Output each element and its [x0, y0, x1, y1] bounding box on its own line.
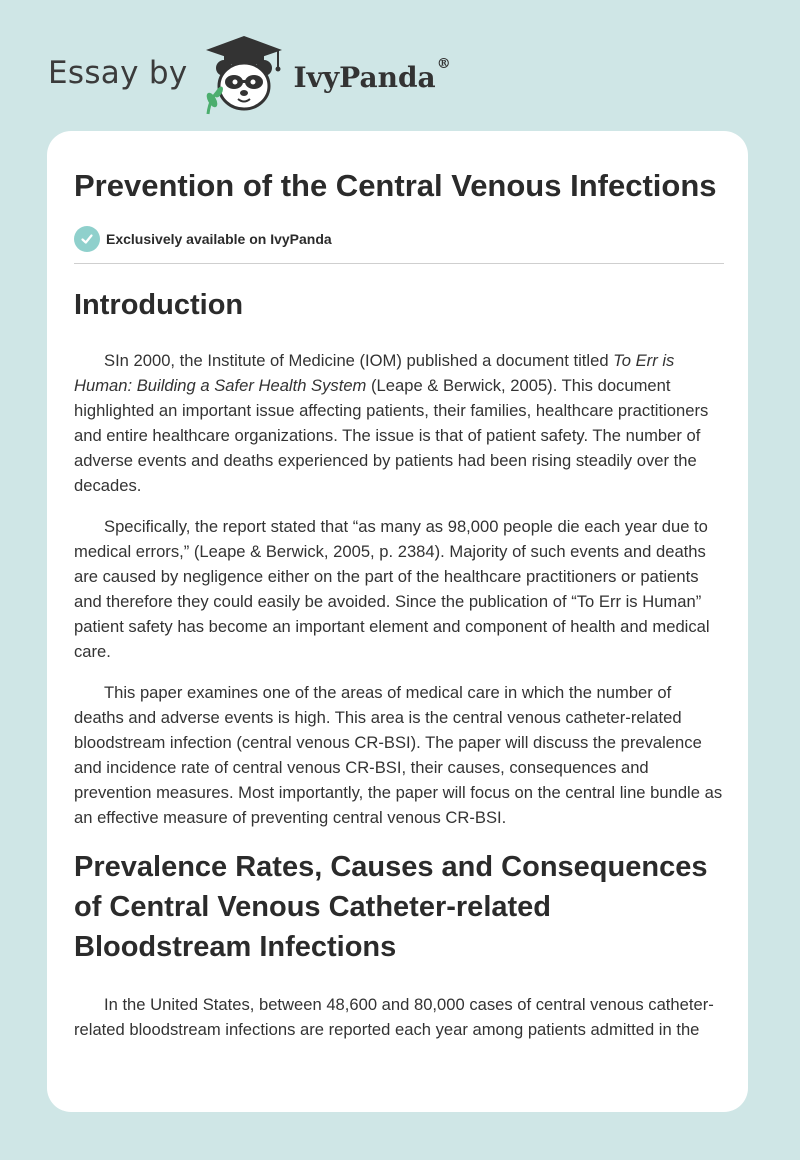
- essay-by-label: Essay by: [48, 55, 188, 91]
- book-title: To Err is Human: Building a Safer Health System: [74, 351, 675, 395]
- exclusive-label: Exclusively available on IvyPanda: [106, 231, 332, 247]
- essay-content: [74, 165, 724, 1042]
- registered-mark: ®: [436, 56, 451, 73]
- paragraph-text: SIn 2000, the Institute of Medicine (IOM) published a document titled: [104, 351, 614, 370]
- brand-name: [293, 56, 451, 94]
- paragraph: In the United States, between 48,600 and 80,000 cases of central venous catheter-related bloodstream infections are reported each year among patients admitted in the: [74, 995, 714, 1039]
- site-header: [48, 28, 451, 118]
- essay-title: Prevention of the Central Venous Infections: [74, 168, 717, 203]
- exclusive-badge: [74, 226, 724, 252]
- section-heading-introduction: Introduction: [74, 289, 244, 321]
- panda-logo-icon: [198, 30, 290, 116]
- section-heading-prevalence: Prevalence Rates, Causes and Consequences of Central Venous Catheter-related Bloodstream Infections: [74, 851, 708, 963]
- brand-label: IvyPanda: [293, 60, 436, 94]
- paragraph: This paper examines one of the areas of medical care in which the number of deaths and adverse events is high. This area is the central venous catheter-related bloodstream infection (central venous CR-BSI). The paper will discuss the prevalence and incidence rate of central venous CR-BSI, their causes, consequences and prevention measures. Most importantly, the paper will focus on the central line bundle as an effective measure of preventing central venous CR-BSI.: [74, 683, 723, 827]
- paragraph: Specifically, the report stated that “as many as 98,000 people die each year due to medical errors,” (Leape & Berwick, 2005, p. 2384). Majority of such events and deaths are caused by negligence either on the part of the healthcare practitioners or patients and therefore they could easily be avoided. Since the publication of “To Err is Human” patient safety has become an important element and component of health and medical care.: [74, 517, 710, 661]
- paragraph-text: (Leape & Berwick, 2005). This document highlighted an important issue affecting patients, their families, healthcare practitioners and entire healthcare organizations. The issue is that of patient safety. The number of adverse events and deaths experienced by patients had been rising steadily over the decades.: [74, 376, 709, 495]
- essay-card: [47, 131, 748, 1112]
- divider: [74, 263, 724, 264]
- paragraph: [74, 348, 724, 498]
- check-icon: [74, 226, 100, 252]
